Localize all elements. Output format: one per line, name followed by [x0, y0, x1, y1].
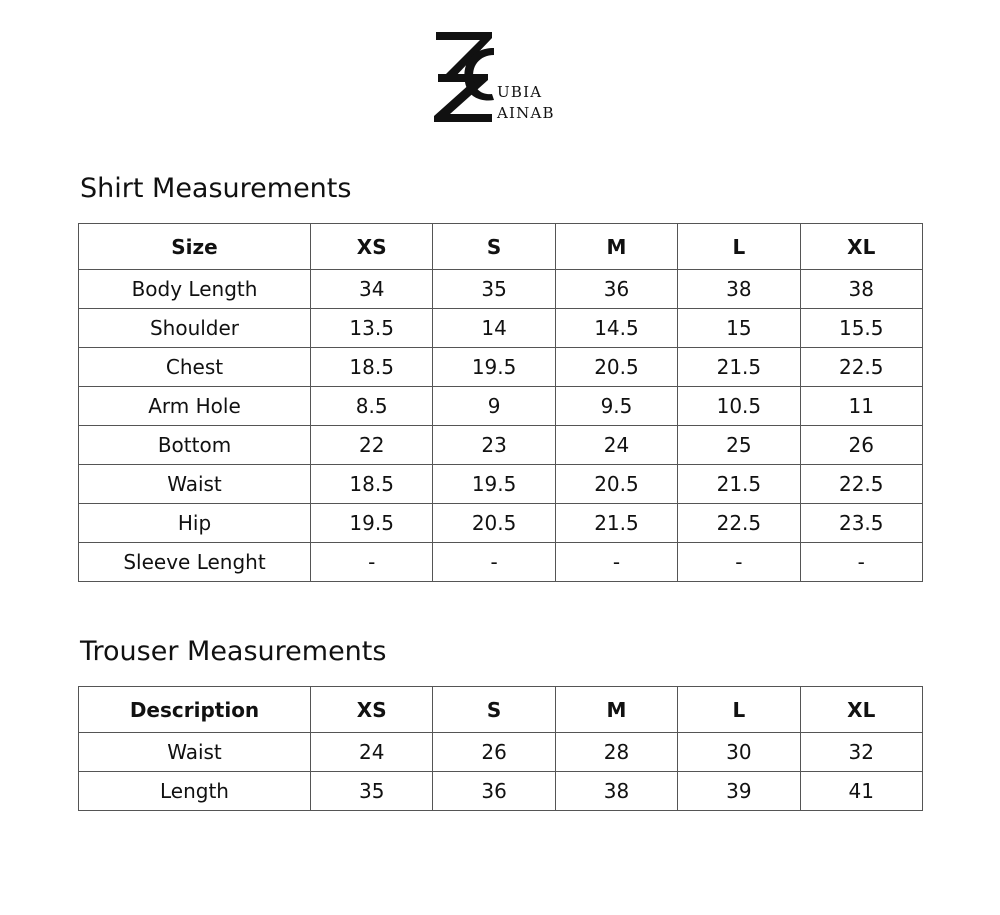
- trouser-section-title: Trouser Measurements: [80, 636, 387, 667]
- row-label: Bottom: [79, 426, 311, 465]
- table-cell: 38: [555, 772, 677, 811]
- table-row: [79, 426, 923, 465]
- table-cell: 8.5: [311, 387, 433, 426]
- row-label: Shoulder: [79, 309, 311, 348]
- table-cell: -: [555, 543, 677, 582]
- header-xs: XS: [311, 687, 433, 733]
- table-cell: 35: [311, 772, 433, 811]
- table-cell: 11: [800, 387, 922, 426]
- table-cell: 24: [555, 426, 677, 465]
- header-m: M: [555, 687, 677, 733]
- header-l: L: [678, 224, 800, 270]
- table-cell: 22.5: [678, 504, 800, 543]
- table-cell: 38: [678, 270, 800, 309]
- table-row: [79, 270, 923, 309]
- table-cell: 13.5: [311, 309, 433, 348]
- table-cell: 10.5: [678, 387, 800, 426]
- zz-monogram-icon: [432, 28, 502, 128]
- table-cell: 39: [678, 772, 800, 811]
- table-cell: 22.5: [800, 465, 922, 504]
- table-cell: 19.5: [311, 504, 433, 543]
- table-cell: 25: [678, 426, 800, 465]
- row-label: Chest: [79, 348, 311, 387]
- table-header-row: [79, 687, 923, 733]
- table-cell: 26: [433, 733, 555, 772]
- table-cell: 36: [555, 270, 677, 309]
- table-row: [79, 309, 923, 348]
- table-cell: 35: [433, 270, 555, 309]
- table-cell: 36: [433, 772, 555, 811]
- table-row: [79, 387, 923, 426]
- table-header-row: [79, 224, 923, 270]
- table-row: [79, 348, 923, 387]
- trouser-measurements-table: [78, 686, 923, 811]
- table-cell: -: [800, 543, 922, 582]
- brand-logo: [432, 28, 577, 128]
- table-cell: 15.5: [800, 309, 922, 348]
- row-label: Length: [79, 772, 311, 811]
- table-cell: 18.5: [311, 348, 433, 387]
- table-row: [79, 504, 923, 543]
- table-cell: 19.5: [433, 465, 555, 504]
- table-cell: 15: [678, 309, 800, 348]
- row-label: Arm Hole: [79, 387, 311, 426]
- table-row: [79, 543, 923, 582]
- table-cell: 23.5: [800, 504, 922, 543]
- header-size: Size: [79, 224, 311, 270]
- header-xl: XL: [800, 687, 922, 733]
- header-l: L: [678, 687, 800, 733]
- shirt-section-title: Shirt Measurements: [80, 173, 352, 204]
- table-cell: 18.5: [311, 465, 433, 504]
- brand-line-1: UBIA: [497, 83, 543, 101]
- table-cell: 14: [433, 309, 555, 348]
- shirt-measurements-table: [78, 223, 923, 582]
- header-s: S: [433, 224, 555, 270]
- table-row: [79, 772, 923, 811]
- header-description: Description: [79, 687, 311, 733]
- table-cell: 41: [800, 772, 922, 811]
- table-cell: 32: [800, 733, 922, 772]
- table-cell: 30: [678, 733, 800, 772]
- table-cell: 22: [311, 426, 433, 465]
- header-xs: XS: [311, 224, 433, 270]
- table-cell: 21.5: [678, 465, 800, 504]
- table-cell: 20.5: [555, 348, 677, 387]
- table-cell: 24: [311, 733, 433, 772]
- table-cell: 28: [555, 733, 677, 772]
- table-cell: -: [678, 543, 800, 582]
- table-cell: 9.5: [555, 387, 677, 426]
- table-row: [79, 465, 923, 504]
- header-xl: XL: [800, 224, 922, 270]
- table-cell: 14.5: [555, 309, 677, 348]
- header-m: M: [555, 224, 677, 270]
- header-s: S: [433, 687, 555, 733]
- row-label: Hip: [79, 504, 311, 543]
- table-cell: -: [311, 543, 433, 582]
- row-label: Sleeve Lenght: [79, 543, 311, 582]
- row-label: Waist: [79, 465, 311, 504]
- table-cell: -: [433, 543, 555, 582]
- table-cell: 9: [433, 387, 555, 426]
- table-cell: 23: [433, 426, 555, 465]
- row-label: Waist: [79, 733, 311, 772]
- table-cell: 22.5: [800, 348, 922, 387]
- table-cell: 38: [800, 270, 922, 309]
- table-cell: 20.5: [433, 504, 555, 543]
- table-cell: 34: [311, 270, 433, 309]
- table-cell: 20.5: [555, 465, 677, 504]
- table-cell: 21.5: [678, 348, 800, 387]
- table-cell: 19.5: [433, 348, 555, 387]
- table-row: [79, 733, 923, 772]
- row-label: Body Length: [79, 270, 311, 309]
- brand-line-2: AINAB: [497, 104, 555, 122]
- table-cell: 26: [800, 426, 922, 465]
- table-cell: 21.5: [555, 504, 677, 543]
